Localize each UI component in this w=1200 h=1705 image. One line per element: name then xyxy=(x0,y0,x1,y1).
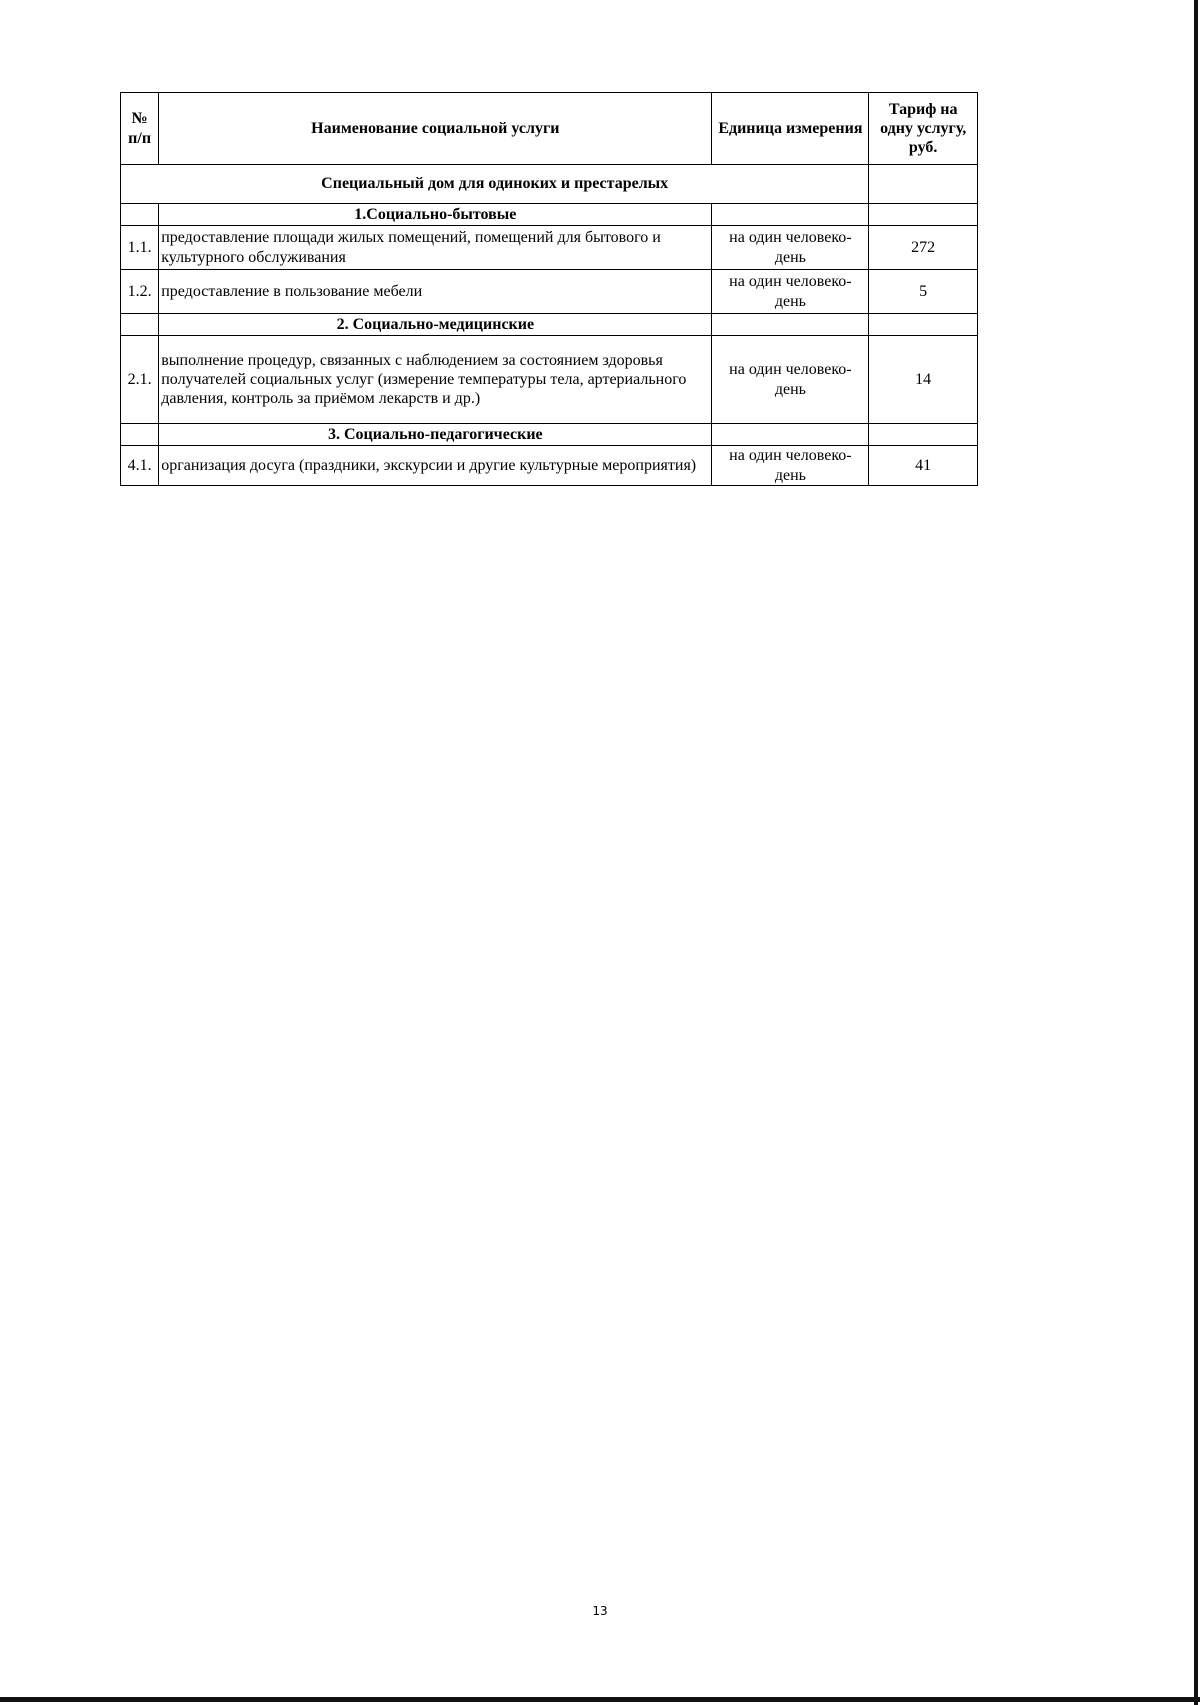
header-tariff: Тариф на одну услугу, руб. xyxy=(869,93,978,165)
service-unit: на один человеко-день xyxy=(712,336,869,424)
table-row xyxy=(121,226,978,270)
header-number: № п/п xyxy=(121,93,159,165)
row-number: 1.1. xyxy=(121,226,159,270)
empty-cell xyxy=(121,314,159,336)
institution-title: Специальный дом для одиноких и престарелых xyxy=(121,165,869,204)
service-name: выполнение процедур, связанных с наблюдением за состоянием здоровья получателей социальных услуг (измерение температуры тела, артериального давления, контроль за приёмом лекарств и др.) xyxy=(159,336,712,424)
section-title: 2. Социально-медицинские xyxy=(159,314,712,336)
row-number: 1.2. xyxy=(121,270,159,314)
table-row xyxy=(121,336,978,424)
section-title: 3. Социально-педагогические xyxy=(159,424,712,446)
table-row xyxy=(121,446,978,486)
scan-edge-bottom xyxy=(0,1697,1200,1702)
service-unit: на один человеко-день xyxy=(712,226,869,270)
empty-cell xyxy=(121,204,159,226)
table-row xyxy=(121,270,978,314)
service-name: предоставление в пользование мебели xyxy=(159,270,712,314)
header-unit: Единица измерения xyxy=(712,93,869,165)
empty-cell xyxy=(712,204,869,226)
empty-cell xyxy=(121,424,159,446)
page-number: 13 xyxy=(592,1604,608,1618)
header-name: Наименование социальной услуги xyxy=(159,93,712,165)
service-tariff: 41 xyxy=(869,446,978,486)
empty-cell xyxy=(712,314,869,336)
section-row xyxy=(121,314,978,336)
empty-cell xyxy=(712,424,869,446)
section-row xyxy=(121,204,978,226)
service-tariff: 14 xyxy=(869,336,978,424)
section-title: 1.Социально-бытовые xyxy=(159,204,712,226)
row-number: 2.1. xyxy=(121,336,159,424)
tariff-table xyxy=(120,92,978,486)
service-unit: на один человеко-день xyxy=(712,446,869,486)
service-tariff: 5 xyxy=(869,270,978,314)
service-name: предоставление площади жилых помещений, помещений для бытового и культурного обслуживания xyxy=(159,226,712,270)
scan-edge-right xyxy=(1194,0,1198,1705)
empty-cell xyxy=(869,424,978,446)
service-tariff: 272 xyxy=(869,226,978,270)
service-unit: на один человеко-день xyxy=(712,270,869,314)
empty-cell xyxy=(869,204,978,226)
section-row xyxy=(121,424,978,446)
empty-cell xyxy=(869,314,978,336)
row-number: 4.1. xyxy=(121,446,159,486)
service-name: организация досуга (праздники, экскурсии и другие культурные мероприятия) xyxy=(159,446,712,486)
institution-row xyxy=(121,165,978,204)
empty-cell xyxy=(869,165,978,204)
header-row xyxy=(121,93,978,165)
